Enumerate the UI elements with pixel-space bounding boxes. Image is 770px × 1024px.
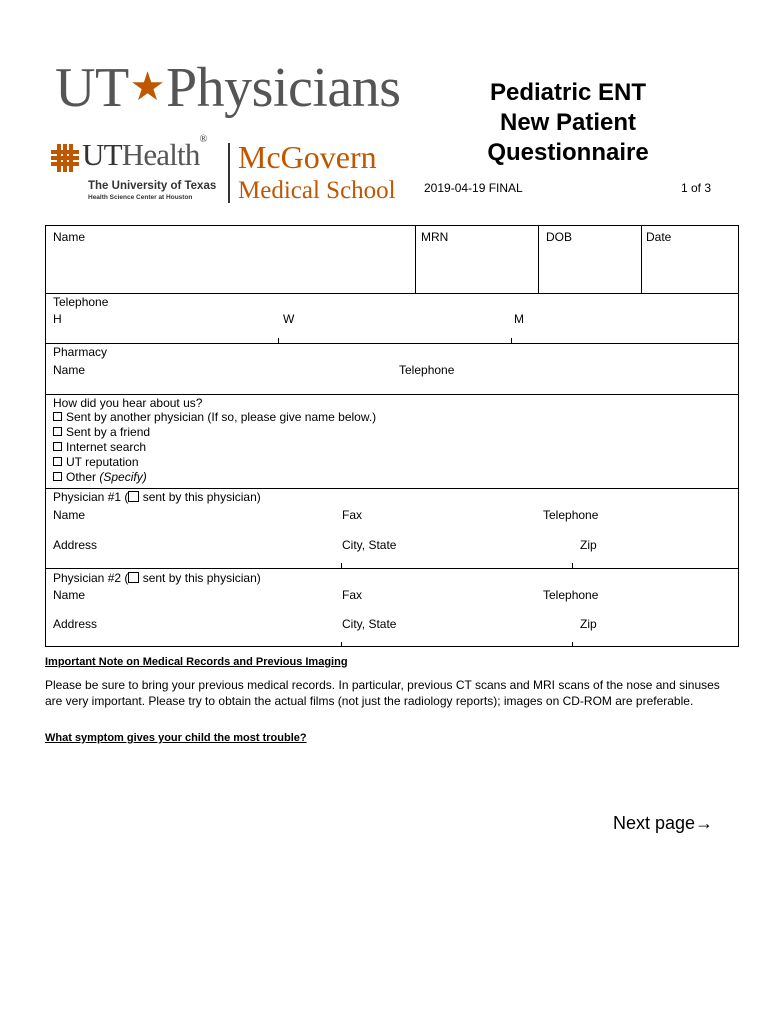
specify-hint: (Specify) bbox=[99, 470, 147, 484]
physician1-heading-prefix: Physician #1 ( bbox=[53, 490, 129, 504]
row-tick bbox=[341, 563, 342, 568]
patient-name-field[interactable]: Name bbox=[53, 230, 86, 244]
checkbox-icon[interactable] bbox=[53, 412, 62, 421]
physician1-heading-suffix: sent by this physician) bbox=[139, 490, 261, 504]
row1-divider bbox=[641, 226, 642, 293]
star-icon: ★ bbox=[129, 64, 166, 109]
physicians-logo-text: Physicians bbox=[166, 57, 401, 119]
referral-option-label: UT reputation bbox=[66, 455, 139, 469]
row-divider bbox=[46, 293, 738, 294]
medical-records-note-heading: Important Note on Medical Records and Previous Imaging bbox=[45, 656, 348, 668]
physician1-fax-field[interactable]: Fax bbox=[342, 508, 363, 522]
row1-divider bbox=[415, 226, 416, 293]
physician1-city-state-field[interactable]: City, State bbox=[342, 538, 397, 552]
logo-divider bbox=[228, 143, 230, 203]
physician1-telephone-field[interactable]: Telephone bbox=[543, 508, 599, 522]
physician2-name-field[interactable]: Name bbox=[53, 588, 86, 602]
physician2-zip-field[interactable]: Zip bbox=[580, 617, 597, 631]
physician2-telephone-field[interactable]: Telephone bbox=[543, 588, 599, 602]
university-name: The University of Texas bbox=[88, 180, 217, 192]
pharmacy-name-field[interactable]: Name bbox=[53, 363, 86, 377]
university-subtitle: Health Science Center at Houston bbox=[88, 194, 193, 201]
referral-option[interactable] bbox=[53, 470, 147, 485]
physician2-heading-prefix: Physician #2 ( bbox=[53, 571, 129, 585]
row-tick bbox=[572, 563, 573, 568]
referral-option[interactable] bbox=[53, 425, 150, 440]
mrn-field[interactable]: MRN bbox=[421, 230, 449, 244]
referral-option-label: Sent by another physician (If so, please give name below.) bbox=[66, 410, 377, 424]
physician1-address-field[interactable]: Address bbox=[53, 538, 98, 552]
physician2-address-field[interactable]: Address bbox=[53, 617, 98, 631]
row-tick bbox=[511, 338, 512, 343]
document-title bbox=[448, 78, 688, 168]
mcgovern-wordmark: McGovern bbox=[238, 139, 377, 175]
title-line: Pediatric ENT bbox=[489, 79, 647, 106]
pharmacy-telephone-field[interactable]: Telephone bbox=[399, 363, 455, 377]
referral-option[interactable] bbox=[53, 455, 139, 470]
uthealth-emblem-icon bbox=[50, 143, 80, 173]
mobile-phone-field[interactable]: M bbox=[514, 312, 524, 326]
dob-field[interactable]: DOB bbox=[546, 230, 573, 244]
referral-option[interactable] bbox=[53, 440, 146, 455]
referral-option-label: Sent by a friend bbox=[66, 425, 151, 439]
physician1-name-field[interactable]: Name bbox=[53, 508, 86, 522]
medical-records-note-body: Please be sure to bring your previous medical records. In particular, previous CT scans and MRI scans of the nose and sinuses are very important. Please try to obtain the actual films (not just the radiology reports); images on CD-ROM are preferable. bbox=[45, 678, 720, 708]
date-field[interactable]: Date bbox=[646, 230, 672, 244]
title-line: New Patient bbox=[499, 109, 637, 136]
referral-question: How did you hear about us? bbox=[53, 396, 203, 410]
telephone-heading: Telephone bbox=[53, 295, 109, 309]
row-tick bbox=[278, 338, 279, 343]
physician2-heading-suffix: sent by this physician) bbox=[139, 571, 261, 585]
row1-divider bbox=[538, 226, 539, 293]
physician2-heading bbox=[53, 571, 261, 586]
referral-option-label: Other bbox=[66, 470, 97, 484]
row-tick bbox=[341, 642, 342, 647]
home-phone-field[interactable]: H bbox=[53, 312, 62, 326]
medical-school-wordmark: Medical School bbox=[238, 177, 396, 204]
ut-physicians-logo bbox=[55, 57, 401, 119]
next-page-link[interactable]: Next page→ bbox=[613, 813, 714, 833]
physician2-city-state-field[interactable]: City, State bbox=[342, 617, 397, 631]
physician1-heading bbox=[53, 490, 261, 505]
row-tick bbox=[572, 642, 573, 647]
checkbox-icon[interactable] bbox=[53, 457, 62, 466]
work-phone-field[interactable]: W bbox=[283, 312, 295, 326]
title-line: Questionnaire bbox=[487, 139, 649, 166]
pharmacy-heading: Pharmacy bbox=[53, 345, 108, 359]
checkbox-icon[interactable] bbox=[128, 572, 139, 583]
page-number: 1 of 3 bbox=[681, 181, 712, 195]
row-divider bbox=[46, 343, 738, 344]
row-divider bbox=[46, 568, 738, 569]
referral-option[interactable] bbox=[53, 410, 376, 425]
physician1-zip-field[interactable]: Zip bbox=[580, 538, 597, 552]
ut-logo-text: UT bbox=[55, 57, 129, 119]
checkbox-icon[interactable] bbox=[53, 442, 62, 451]
referral-option-label: Internet search bbox=[66, 440, 147, 454]
revision-label: 2019-04-19 FINAL bbox=[424, 181, 523, 195]
registered-mark: ® bbox=[199, 133, 207, 145]
row-divider bbox=[46, 488, 738, 489]
physician2-fax-field[interactable]: Fax bbox=[342, 588, 363, 602]
row-divider bbox=[46, 394, 738, 395]
uthealth-wordmark bbox=[82, 133, 207, 172]
symptom-question: What symptom gives your child the most trouble? bbox=[45, 732, 307, 744]
checkbox-icon[interactable] bbox=[53, 472, 62, 481]
uthealth-ut-text: UT bbox=[82, 137, 122, 172]
uthealth-health-text: Health bbox=[121, 137, 200, 172]
checkbox-icon[interactable] bbox=[53, 427, 62, 436]
checkbox-icon[interactable] bbox=[128, 491, 139, 502]
